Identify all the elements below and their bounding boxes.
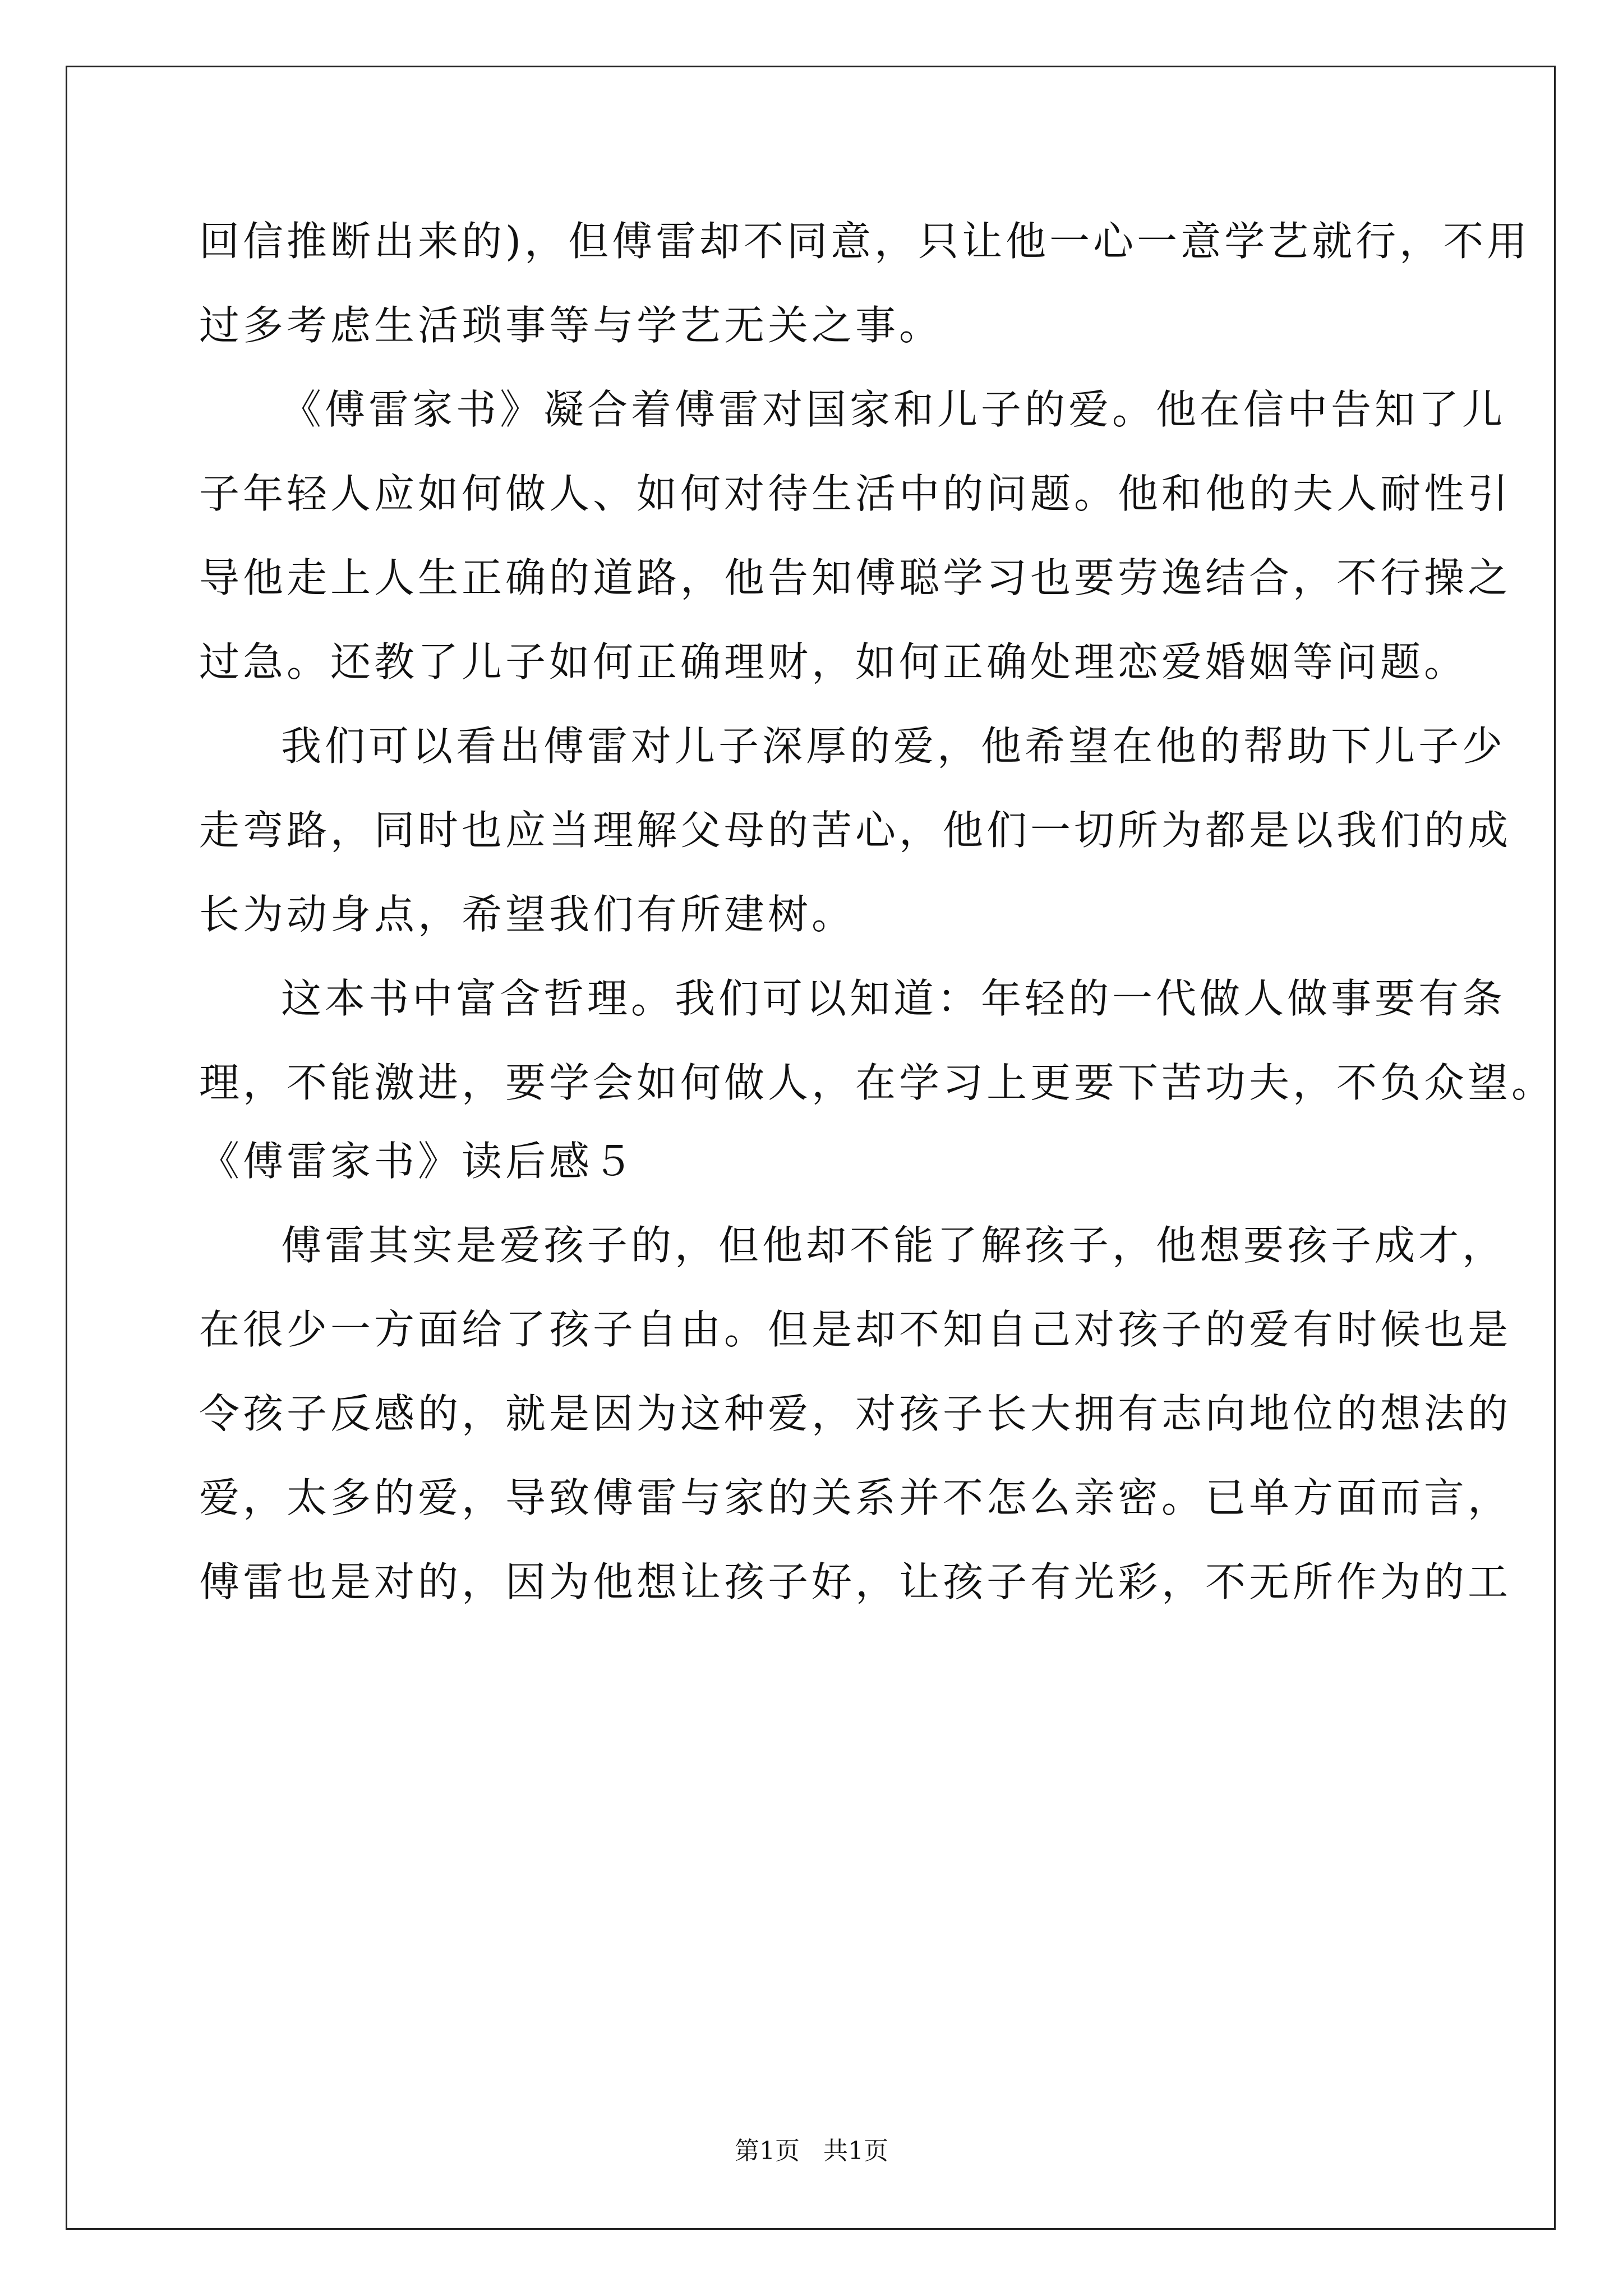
section-heading: 《傅雷家书》读后感５ (199, 1138, 637, 1185)
text-line: 在很少一方面给了孩子自由。但是却不知自己对孩子的爱有时候也是 (199, 1306, 1512, 1353)
paragraph-start: 这本书中富含哲理。我们可以知道：年轻的一代做人做事要有条 (281, 975, 1506, 1022)
text-line: 导他走上人生正确的道路，他告知傅聪学习也要劳逸结合，不行操之 (199, 554, 1512, 601)
text-line: 走弯路，同时也应当理解父母的苦心，他们一切所为都是以我们的成 (199, 807, 1512, 854)
text-line: 子年轻人应如何做人、如何对待生活中的问题。他和他的夫人耐性引 (199, 470, 1512, 517)
text-line: 长为动身点，希望我们有所建树。 (199, 891, 856, 938)
page-footer (0, 2134, 1623, 2168)
text-line: 令孩子反感的，就是因为这种爱，对孩子长大拥有志向地位的想法的 (199, 1390, 1512, 1437)
text-line: 理，不能激进，要学会如何做人，在学习上更要下苦功夫，不负众望。 (199, 1059, 1556, 1106)
text-line: 回信推断出来的)，但傅雷却不同意，只让他一心一意学艺就行，不用 (199, 218, 1531, 265)
page-total: 共1页 (823, 2137, 888, 2165)
paragraph-start: 我们可以看出傅雷对儿子深厚的爱，他希望在他的帮助下儿子少 (281, 723, 1506, 770)
text-line: 爱，太多的爱，导致傅雷与家的关系并不怎么亲密。已单方面而言， (199, 1474, 1512, 1521)
page-number: 第1页 (735, 2137, 800, 2165)
paragraph-start: 傅雷其实是爱孩子的，但他却不能了解孩子，他想要孩子成才， (281, 1222, 1506, 1269)
text-line: 过急。还教了儿子如何正确理财，如何正确处理恋爱婚姻等问题。 (199, 638, 1468, 685)
text-line: 傅雷也是对的，因为他想让孩子好，让孩子有光彩，不无所作为的工 (199, 1558, 1512, 1605)
text-line: 过多考虑生活琐事等与学艺无关之事。 (199, 302, 943, 349)
paragraph-start: 《傅雷家书》凝合着傅雷对国家和儿子的爱。他在信中告知了儿 (281, 386, 1506, 433)
